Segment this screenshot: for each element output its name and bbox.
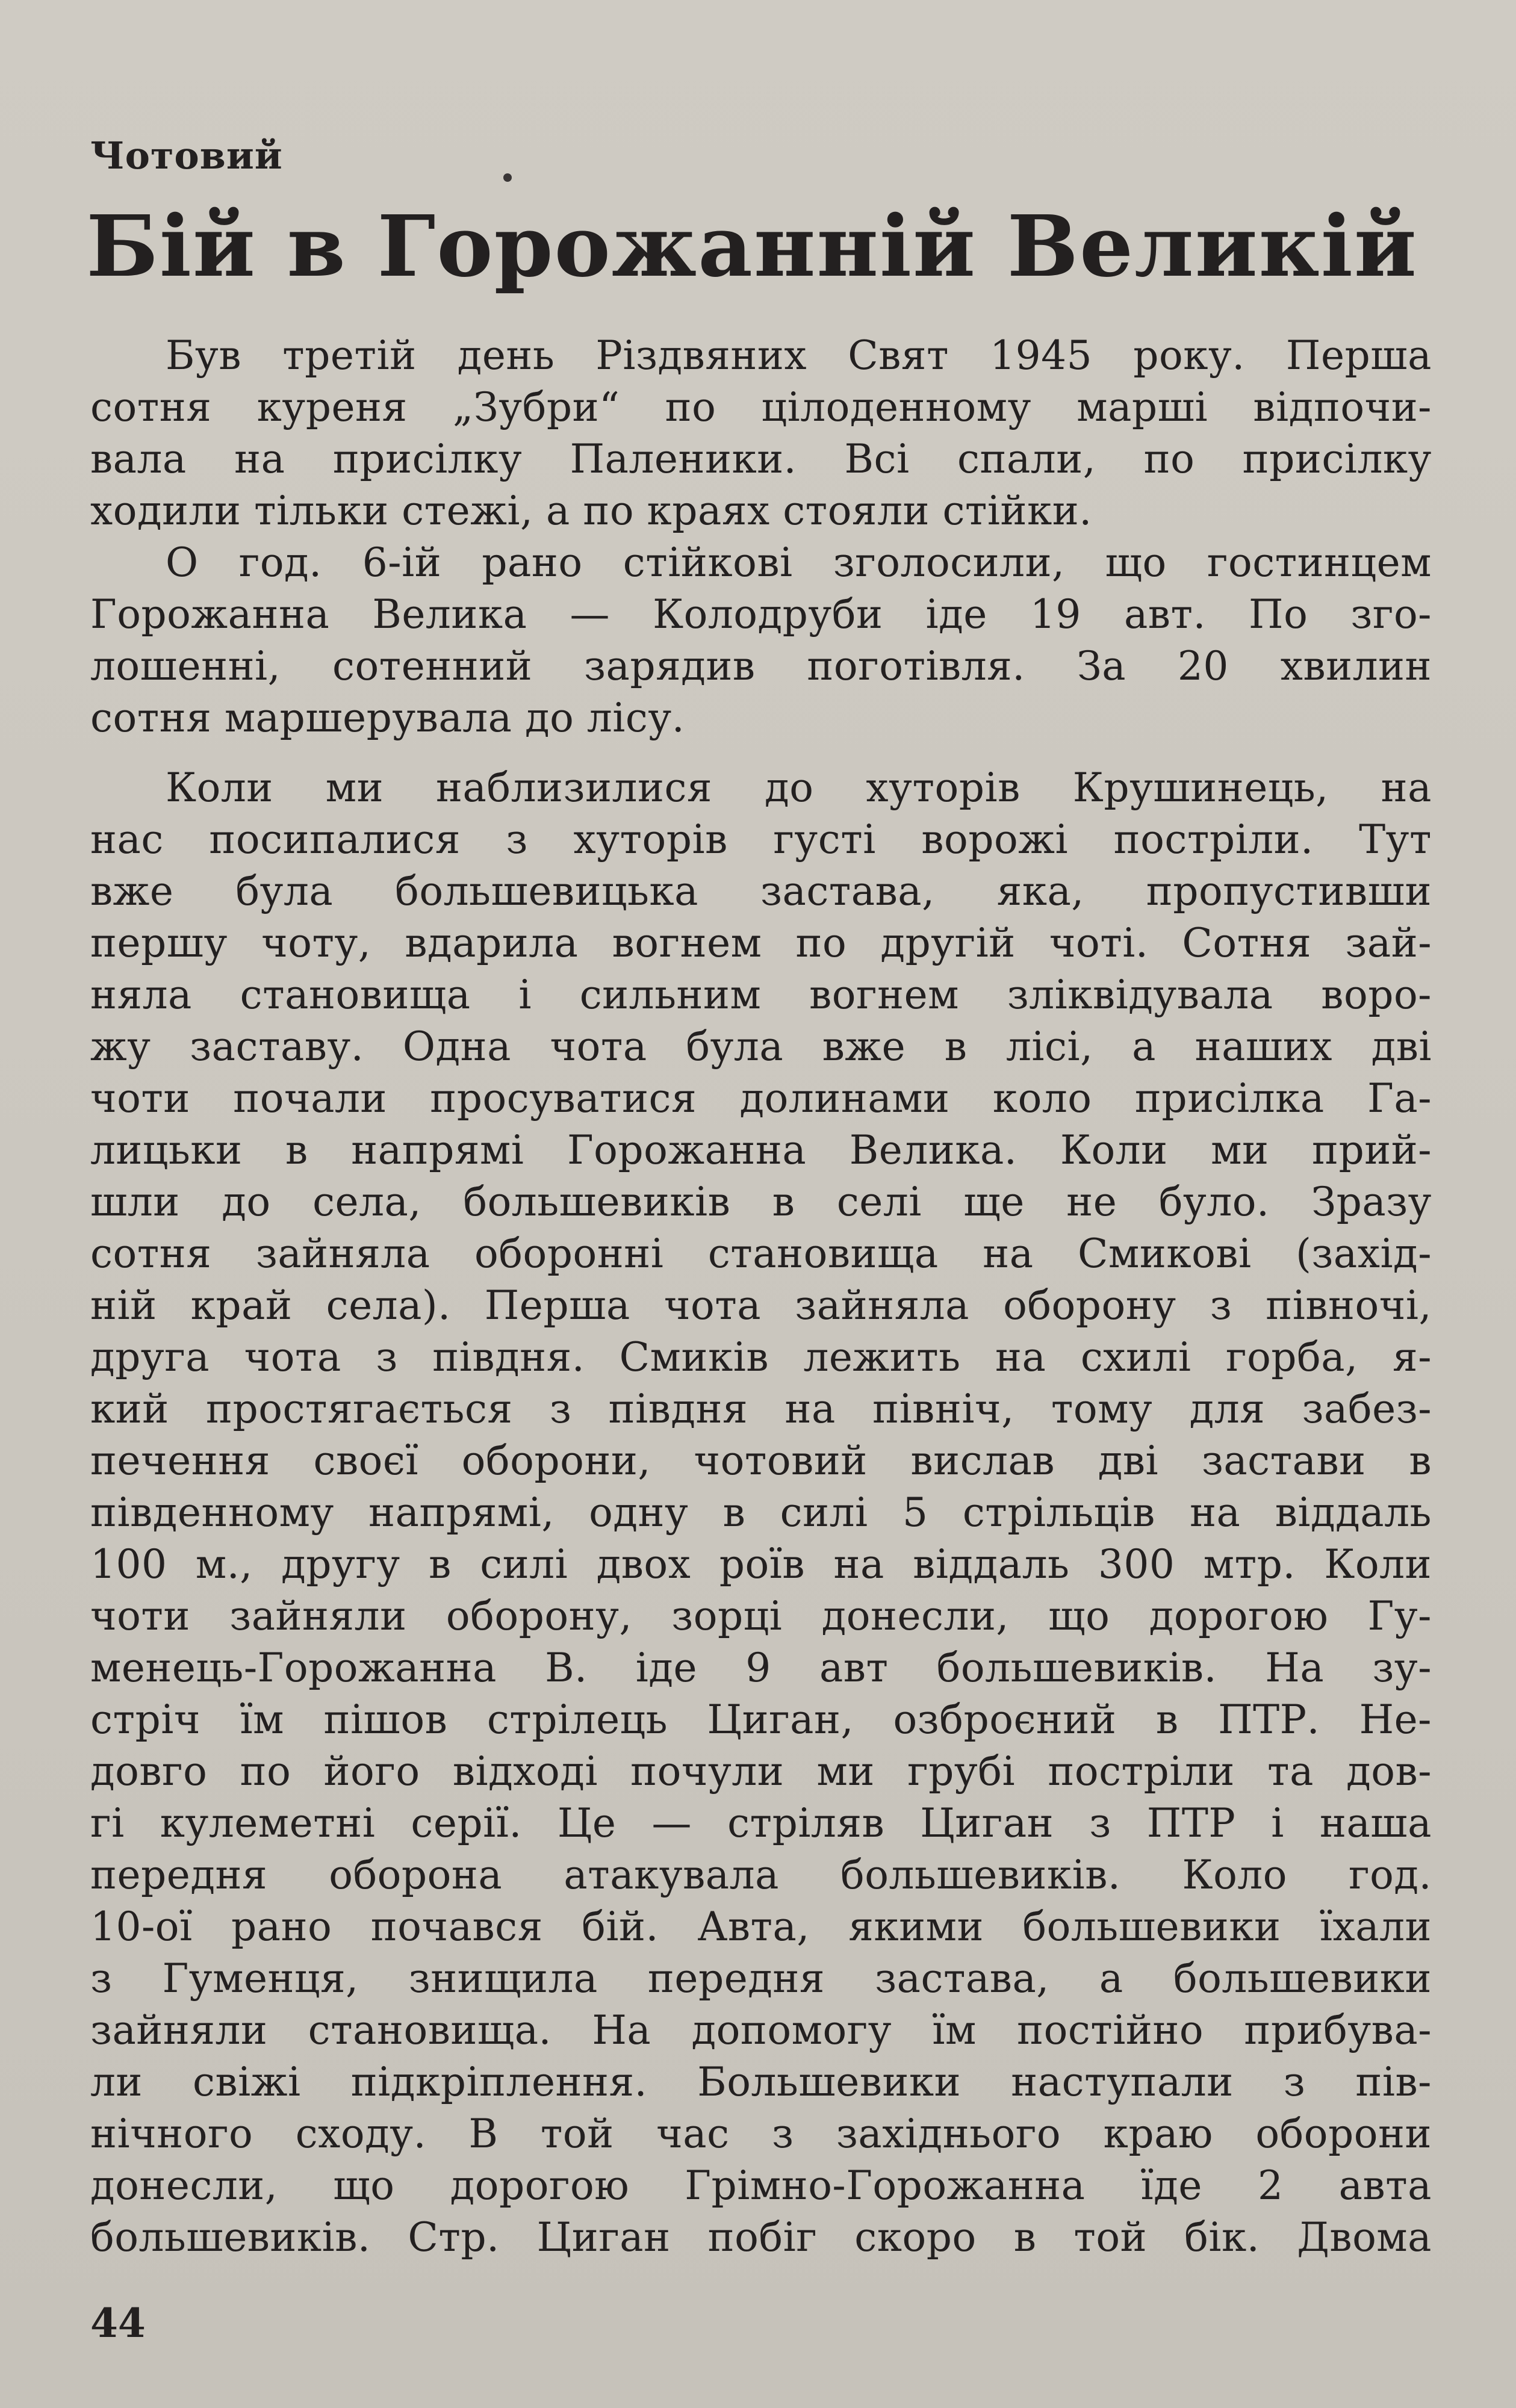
text-line: вала на присілку Паленики. Всі спали, по присілку xyxy=(90,436,1432,482)
text-line: чоти почали просуватися долинами коло присілка Га- xyxy=(90,1075,1432,1122)
text-line: 100 м., другу в силі двох роїв на віддаль 300 мтр. Коли xyxy=(90,1541,1432,1587)
text-line: жу заставу. Одна чота була вже в лісі, а наших дві xyxy=(90,1023,1432,1070)
text-line: нас посипалися з хуторів густі ворожі постріли. Тут xyxy=(90,816,1432,863)
text-line: ходили тільки стежі, а по краях стояли стійки. xyxy=(90,488,1092,534)
article-body xyxy=(90,330,1432,2264)
text-line: ли свіжі підкріплення. Большевики наступали з пів- xyxy=(90,2059,1432,2105)
text-line: сотня куреня „Зубри“ по цілоденному марші відпочи- xyxy=(90,384,1432,430)
text-line: менець-Горожанна В. іде 9 авт большевиків. На зу- xyxy=(90,1645,1432,1691)
text-line: кий простягається з півдня на північ, тому для забез- xyxy=(90,1386,1432,1432)
text-line: Був третій день Різдвяних Свят 1945 року. Перша xyxy=(166,332,1432,379)
text-line: няла становища і сильним вогнем зліквідувала воро- xyxy=(90,972,1432,1018)
text-line: большевиків. Стр. Циган побіг скоро в той бік. Двома xyxy=(90,2214,1432,2261)
text-line: О год. 6-ій рано стійкові зголосили, що гостинцем xyxy=(166,539,1432,586)
text-line: донесли, що дорогою Грімно-Горожанна їде 2 авта xyxy=(90,2162,1432,2209)
text-line: друга чота з півдня. Смиків лежить на схилі горба, я- xyxy=(90,1334,1432,1380)
text-line: ній край села). Перша чота зайняла оборону з півночі, xyxy=(90,1282,1432,1329)
text-line: зайняли становища. На допомогу їм постійно прибува- xyxy=(90,2007,1432,2053)
text-line: сотня зайняла оборонні становища на Смикові (захід- xyxy=(90,1230,1432,1277)
text-line: передня оборона атакувала большевиків. Коло год. xyxy=(90,1852,1432,1898)
text-line: Горожанна Велика — Колодруби іде 19 авт. По зго- xyxy=(90,591,1432,638)
text-line: нічного сходу. В той час з західнього краю оборони xyxy=(90,2111,1432,2157)
text-line: південному напрямі, одну в силі 5 стрільців на віддаль xyxy=(90,1489,1432,1536)
text-line: лицьки в напрямі Горожанна Велика. Коли ми прий- xyxy=(90,1127,1432,1173)
text-line: Коли ми наблизилися до хуторів Крушинець, на xyxy=(166,765,1432,811)
text-line: стріч їм пішов стрілець Циган, озброєний в ПТР. Не- xyxy=(90,1696,1432,1743)
author-label: Чотовий xyxy=(90,134,283,178)
text-line: гі кулеметні серії. Це — стріляв Циган з ПТР і наша xyxy=(90,1800,1432,1846)
text-line: з Гуменця, знищила передня застава, а большевики xyxy=(90,1955,1432,2002)
text-line: довго по його відході почули ми грубі постріли та дов- xyxy=(90,1748,1432,1795)
page-number: 44 xyxy=(90,2300,146,2347)
text-line: лошенні, сотенний зарядив поготівля. За 20 хвилин xyxy=(90,643,1432,689)
page-title: Бій в Горожанній Великій xyxy=(86,197,1418,296)
paragraph-gap xyxy=(90,744,1432,762)
text-line: 10-ої рано почався бій. Авта, якими большевики їхали xyxy=(90,1904,1432,1950)
text-line: шли до села, большевиків в селі ще не було. Зразу xyxy=(90,1179,1432,1225)
print-speck xyxy=(503,173,512,182)
text-line: печення своєї оборони, чотовий вислав дві застави в xyxy=(90,1438,1432,1484)
text-line: чоти зайняли оборону, зорці донесли, що дорогою Гу- xyxy=(90,1593,1432,1639)
text-line: вже була большевицька застава, яка, пропустивши xyxy=(90,868,1432,914)
text-line: сотня маршерувала до лісу. xyxy=(90,695,685,741)
text-line: першу чоту, вдарила вогнем по другій чоті. Сотня зай- xyxy=(90,920,1432,966)
